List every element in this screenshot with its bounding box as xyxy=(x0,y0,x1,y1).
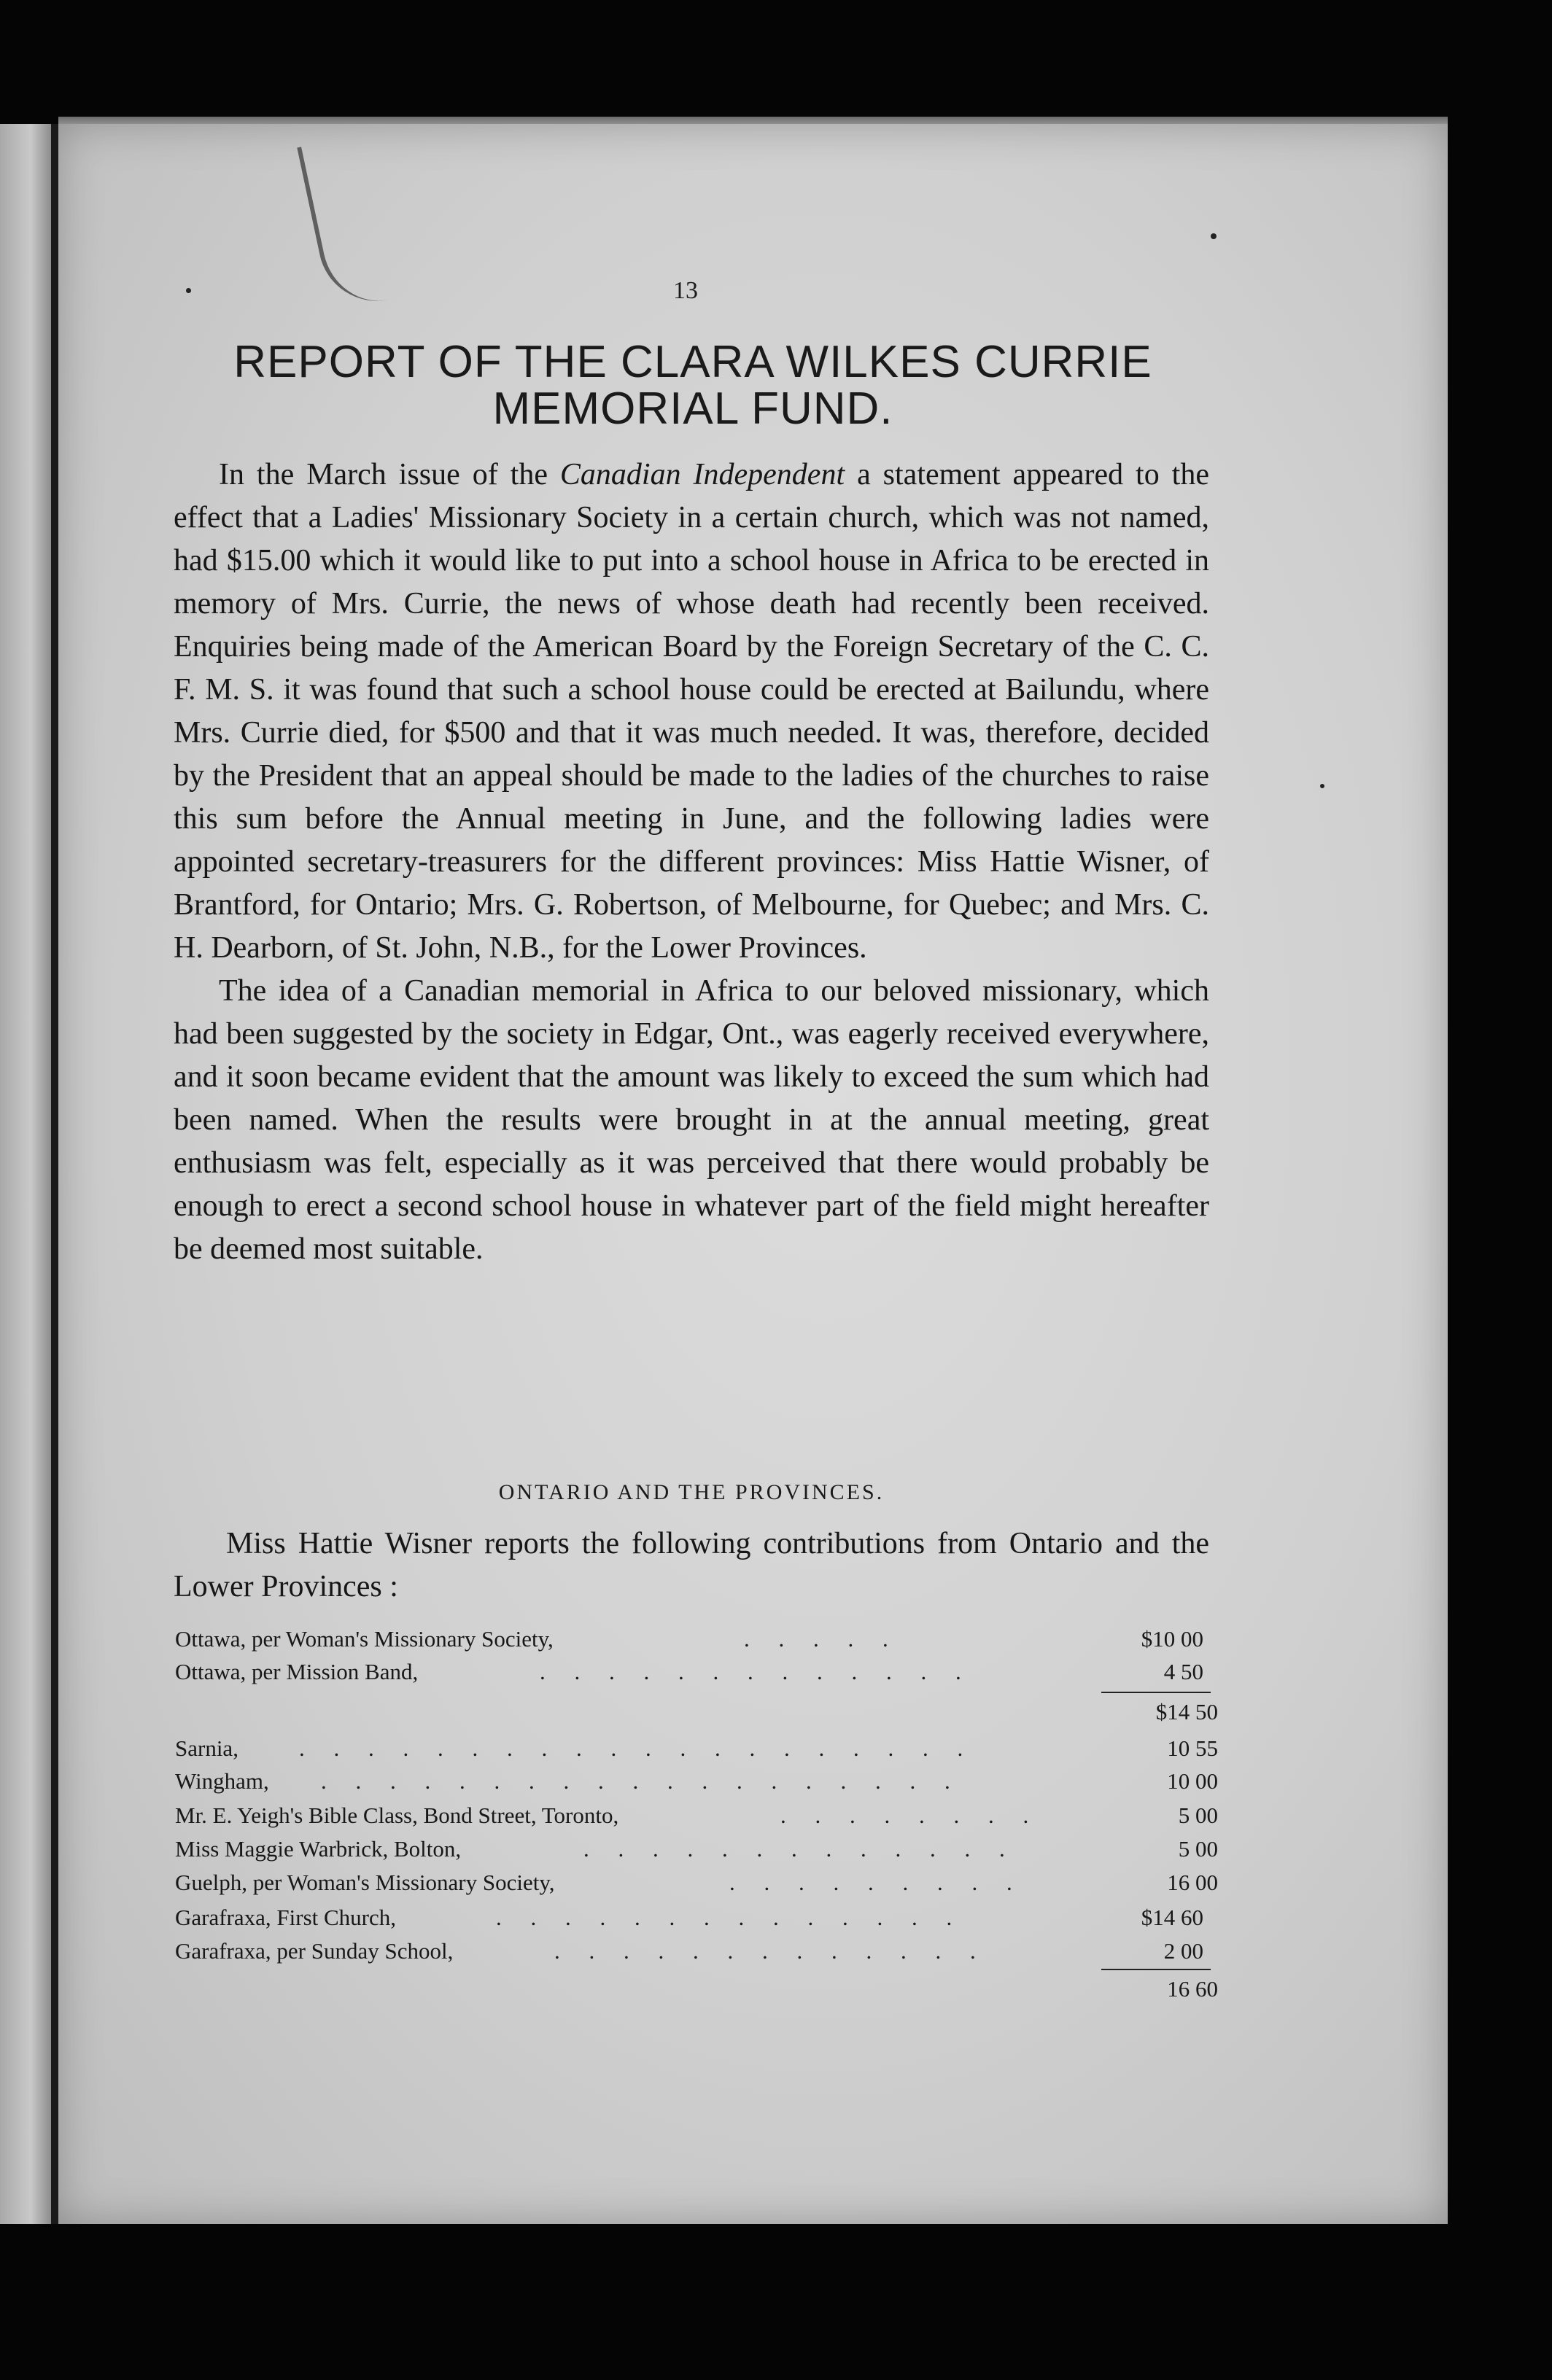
ledger-label: Miss Maggie Warbrick, Bolton, xyxy=(175,1836,462,1862)
dust-speck xyxy=(1320,784,1324,788)
ledger-amount: 10 00 xyxy=(1167,1768,1218,1794)
ledger-row xyxy=(175,1836,1218,1865)
ledger-amount: 5 00 xyxy=(1178,1836,1218,1862)
ledger-label: Ottawa, per Mission Band, xyxy=(175,1659,419,1684)
paragraph-1 xyxy=(174,454,1209,970)
ledger-label: Garafraxa, First Church, xyxy=(175,1905,397,1930)
title-line-2: MEMORIAL FUND. xyxy=(492,384,893,434)
ledger-subamount: $10 00 xyxy=(1141,1626,1203,1652)
ledger-row xyxy=(175,1976,1218,2005)
title-line-1: REPORT OF THE CLARA WILKES CURRIE xyxy=(233,337,1152,387)
publication-title: Canadian Independent xyxy=(559,458,845,491)
paragraph-1-rest: a statement appeared to the effect that a Ladies' Missionary Society in a certain church, which was not named, had $15.00 which it would like to put into a school house in Africa to be erected in memory of Mrs. Currie, the news of whose death had recently been received. Enquiries being made of the American Board by the Foreign Secretary of the C. C. F. M. S. it was found that such a school house could be erected at Bailundu, where Mrs. Currie died, for $500 and that it was much needed. It was, therefore, decided by the President that an appeal should be made to the ladies of the churches to raise this sum before the Annual meeting in June, and the following ladies were appointed secretary-treasurers for the different provinces: Miss Hattie Wisner, of Brantford, for Ontario; Mrs. G. Robertson, of Melbourne, for Quebec; and Mrs. C. H. Dearborn, of St. John, N.B., for the Lower Provinces. xyxy=(174,458,1209,965)
ledger-label: Garafraxa, per Sunday School, xyxy=(175,1938,454,1964)
ledger-row xyxy=(175,1699,1218,1728)
section-heading: ONTARIO AND THE PROVINCES. xyxy=(498,1480,885,1504)
ledger-row xyxy=(175,1905,1218,1934)
ledger-label: Guelph, per Woman's Missionary Society, xyxy=(175,1870,555,1895)
page-title xyxy=(168,339,1218,432)
page-number: 13 xyxy=(673,277,698,304)
leader-dots: . . . . . . . . . . . . . xyxy=(554,1938,988,1964)
leader-dots: . . . . . . . . . . . . . . xyxy=(496,1905,964,1930)
facing-page-edge xyxy=(0,124,51,2224)
ledger-label: Sarnia, xyxy=(175,1735,238,1761)
leader-dots: . . . . . . . . . xyxy=(729,1870,1024,1895)
dust-speck xyxy=(1211,233,1217,239)
report-body xyxy=(174,454,1209,1271)
contributions-intro xyxy=(174,1522,1209,1609)
ledger-row xyxy=(175,1870,1218,1899)
ledger-subamount: 2 00 xyxy=(1163,1938,1203,1964)
ledger-amount: 16 00 xyxy=(1167,1870,1218,1895)
ledger-row xyxy=(175,1626,1218,1655)
ledger-total: 16 60 xyxy=(1167,1976,1218,2002)
subtotal-rule xyxy=(1101,1969,1211,1970)
subtotal-rule xyxy=(1101,1692,1211,1693)
ledger-row xyxy=(175,1802,1218,1832)
ledger-total: $14 50 xyxy=(1155,1699,1218,1724)
leader-dots: . . . . . xyxy=(744,1626,900,1652)
intro-text: Miss Hattie Wisner reports the following contributions from Ontario and the Lower Provinces : xyxy=(174,1527,1209,1603)
ledger-row xyxy=(175,1938,1218,1967)
ledger-row xyxy=(175,1768,1218,1797)
paragraph-1-start: In the March issue of the xyxy=(219,458,560,491)
dust-speck xyxy=(186,288,191,293)
leader-dots: . . . . . . . . . . . . . xyxy=(583,1836,1017,1862)
paragraph-2: The idea of a Canadian memorial in Africa to our beloved missionary, which had been suggested by the society in Edgar, Ont., was eagerly received everywhere, and it soon became evident that the amount was likely to exceed the sum which had been named. When the results were brought in at the annual meeting, great enthusiasm was felt, especially as it was perceived that there would probably be enough to erect a second school house in whatever part of the field might hereafter be deemed most suitable. xyxy=(174,974,1209,1266)
ledger-amount: 10 55 xyxy=(1167,1735,1218,1761)
leader-dots: . . . . . . . . . . . . . xyxy=(540,1659,973,1684)
leader-dots: . . . . . . . . . . . . . . . . . . . xyxy=(321,1768,962,1794)
ledger-label: Ottawa, per Woman's Missionary Society, xyxy=(175,1626,554,1652)
leader-dots: . . . . . . . . xyxy=(780,1802,1041,1828)
ledger-subamount: $14 60 xyxy=(1141,1905,1203,1930)
ledger-label: Mr. E. Yeigh's Bible Class, Bond Street, Toronto, xyxy=(175,1802,619,1828)
ledger-row xyxy=(175,1659,1218,1688)
ledger-label: Wingham, xyxy=(175,1768,269,1794)
leader-dots: . . . . . . . . . . . . . . . . . . . . xyxy=(299,1735,975,1761)
ledger-amount: 5 00 xyxy=(1178,1802,1218,1828)
ledger-subamount: 4 50 xyxy=(1163,1659,1203,1684)
gutter-shadow xyxy=(51,124,58,2224)
ledger-row xyxy=(175,1735,1218,1765)
